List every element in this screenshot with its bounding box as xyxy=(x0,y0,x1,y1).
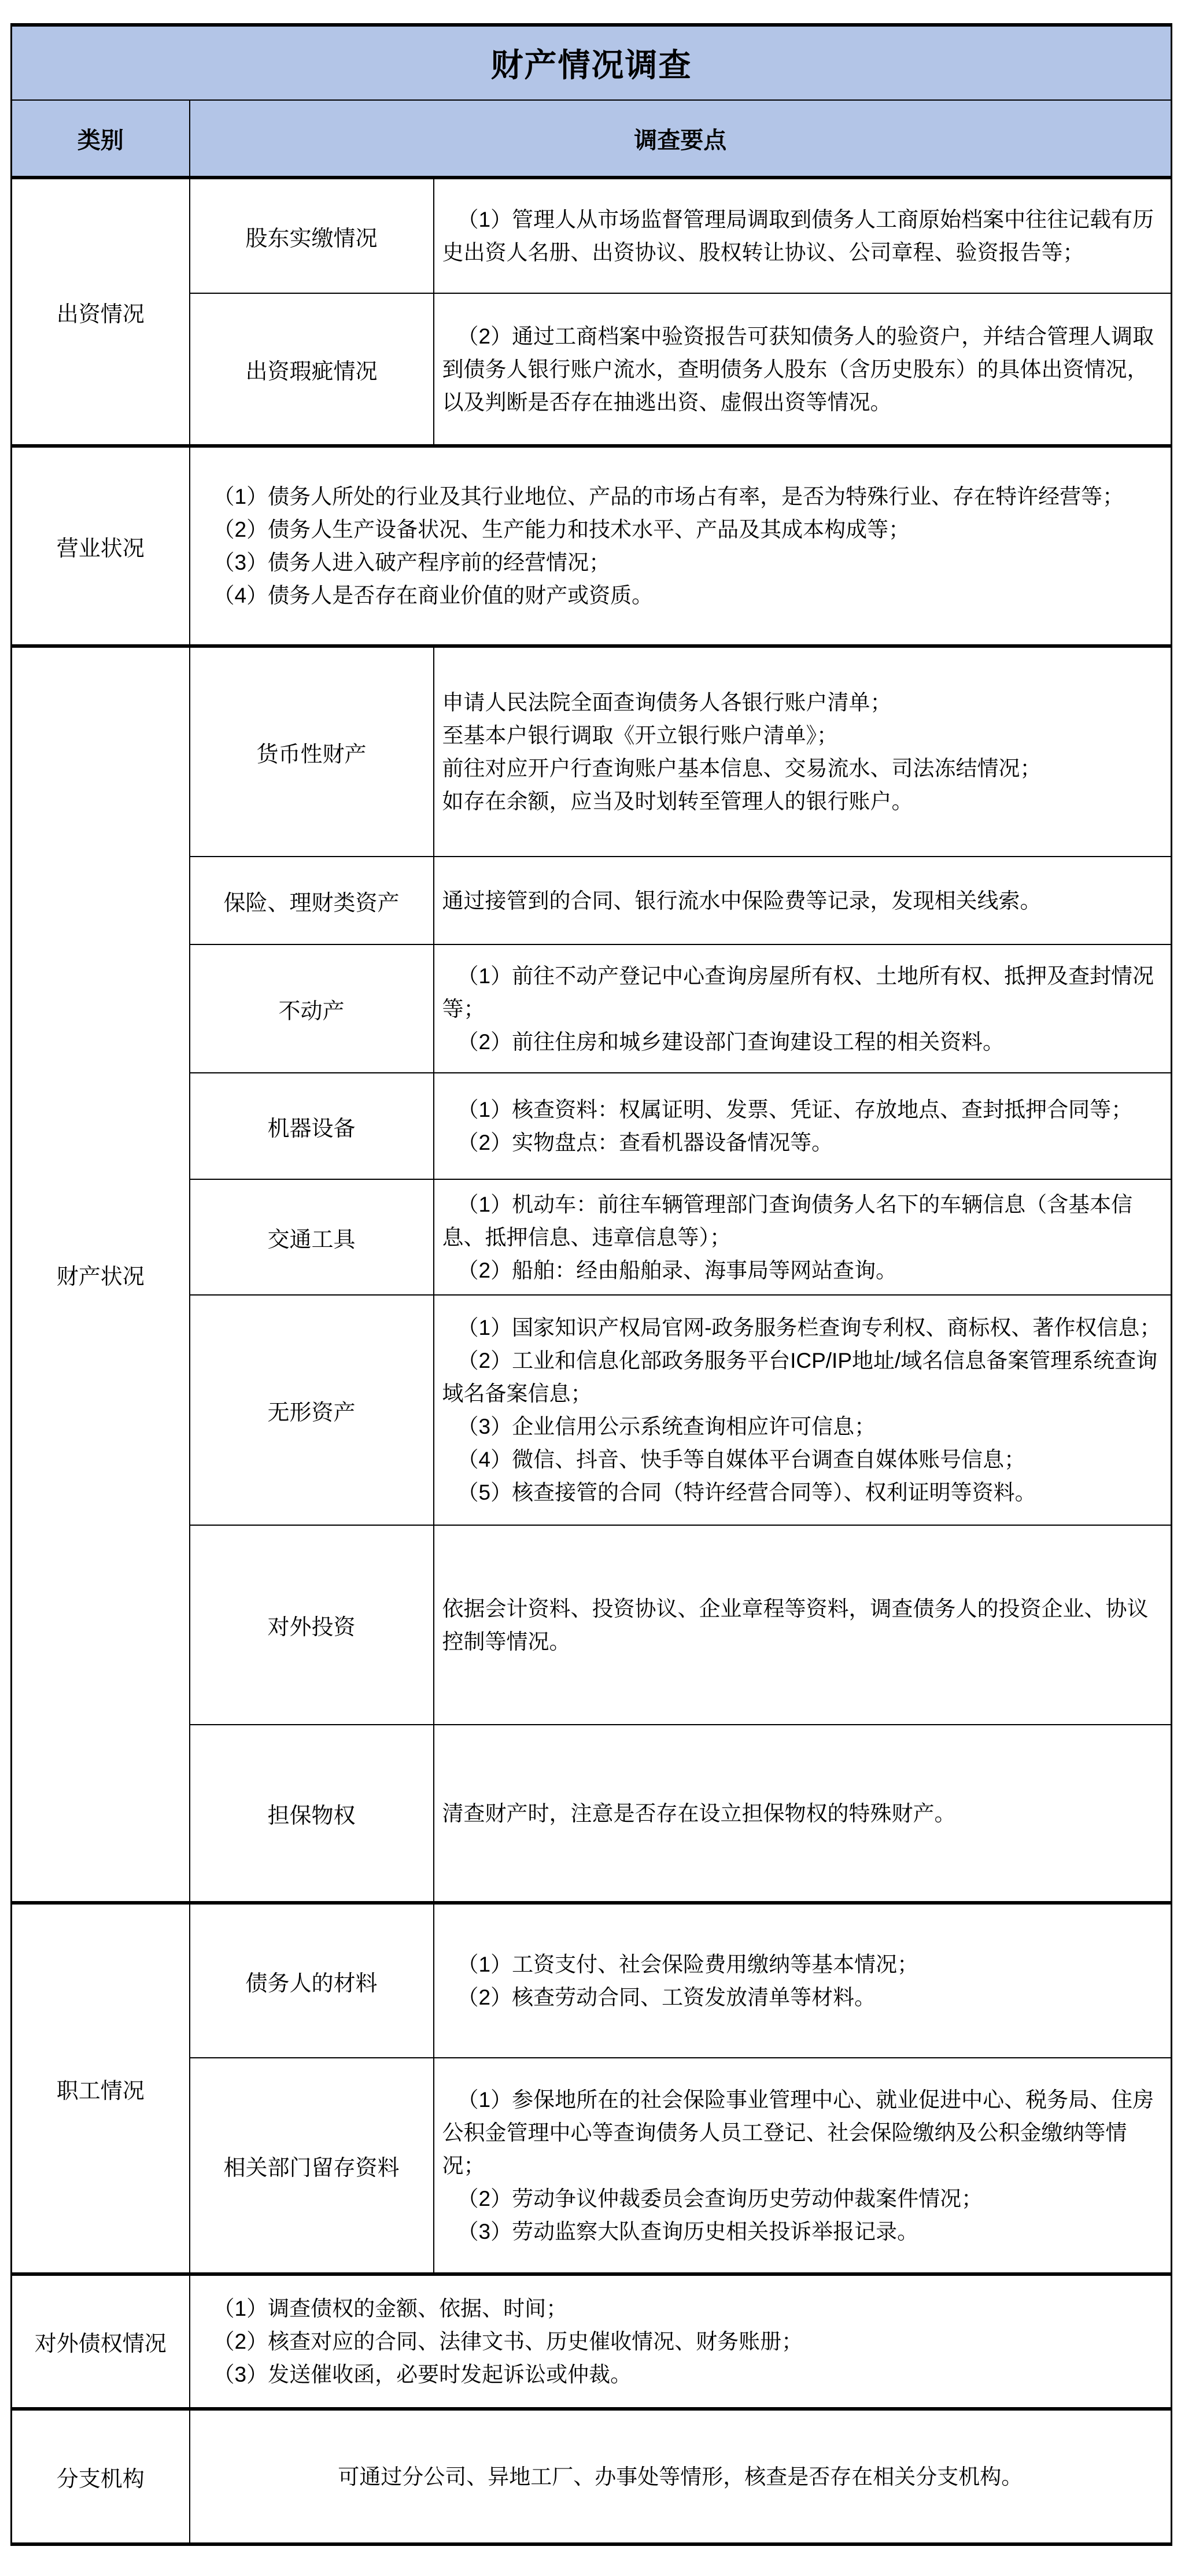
point-line: 至基本户银行调取《开立银行账户清单》； xyxy=(442,724,838,747)
page-title: 财产情况调查 xyxy=(12,25,1172,100)
sub-label-cell: 交通工具 xyxy=(190,1179,434,1295)
point-line: （1）工资支付、社会保险费用缴纳等基本情况； xyxy=(457,1953,919,1976)
category-cell: 财产状况 xyxy=(12,646,190,1903)
points-cell xyxy=(434,178,1172,293)
points-cell xyxy=(190,2274,1172,2409)
point-line: （2）核查对应的合同、法律文书、历史催收情况、财务账册； xyxy=(213,2330,803,2353)
property-investigation-table xyxy=(10,23,1172,2546)
point-line: 前往对应开户行查询账户基本信息、交易流水、司法冻结情况； xyxy=(442,756,1042,780)
sub-label-cell: 货币性财产 xyxy=(190,646,434,857)
points-cell xyxy=(434,293,1172,446)
point-line: （2）通过工商档案中验资报告可获知债务人的验资户，并结合管理人调取到债务人银行账户流水，查明债务人股东（含历史股东）的具体出资情况，以及判断是否存在抽逃出资、虚假出资等情况。 xyxy=(442,324,1154,414)
point-line: 如存在余额，应当及时划转至管理人的银行账户。 xyxy=(442,789,913,813)
category-cell: 出资情况 xyxy=(12,178,190,446)
category-cell: 对外债权情况 xyxy=(12,2274,190,2409)
category-cell: 分支机构 xyxy=(12,2409,190,2544)
point-line: 申请人民法院全面查询债务人各银行账户清单； xyxy=(442,691,892,714)
point-line: （4）微信、抖音、快手等自媒体平台调查自媒体账号信息； xyxy=(457,1448,1026,1471)
point-line: （4）债务人是否存在商业价值的财产或资质。 xyxy=(213,584,654,607)
point-line: （3）劳动监察大队查询历史相关投诉举报记录。 xyxy=(457,2219,919,2243)
sub-label-cell: 保险、理财类资产 xyxy=(190,857,434,944)
sub-label-cell: 不动产 xyxy=(190,944,434,1073)
point-line: （1）参保地所在的社会保险事业管理中心、就业促进中心、税务局、住房公积金管理中心等查询债务人员工登记、社会保险缴纳及公积金缴纳等情况； xyxy=(442,2087,1154,2178)
points-cell xyxy=(434,1295,1172,1525)
sub-label-cell: 债务人的材料 xyxy=(190,1903,434,2058)
point-line: （1）机动车：前往车辆管理部门查询债务人名下的车辆信息（含基本信息、抵押信息、违章信息等）； xyxy=(442,1192,1133,1249)
point-line: （1）核查资料：权属证明、发票、凭证、存放地点、查封抵押合同等； xyxy=(457,1098,1133,1121)
point-line: （1）调查债权的金额、依据、时间； xyxy=(213,2297,568,2320)
sub-label-cell: 股东实缴情况 xyxy=(190,178,434,293)
point-line: （2）劳动争议仲裁委员会查询历史劳动仲裁案件情况； xyxy=(457,2186,983,2210)
column-header-points: 调查要点 xyxy=(190,100,1172,178)
point-line: （1）债务人所处的行业及其行业地位、产品的市场占有率，是否为特殊行业、存在特许经营等； xyxy=(213,485,1124,508)
category-cell: 营业状况 xyxy=(12,446,190,646)
points-cell xyxy=(434,1179,1172,1295)
sub-label-cell: 对外投资 xyxy=(190,1525,434,1725)
point-line: （2）前往住房和城乡建设部门查询建设工程的相关资料。 xyxy=(457,1029,1005,1054)
points-cell xyxy=(190,446,1172,646)
points-cell xyxy=(434,1725,1172,1903)
point-line: （2）债务人生产设备状况、生产能力和技术水平、产品及其成本构成等； xyxy=(213,518,910,541)
points-cell xyxy=(434,1903,1172,2058)
point-line: 依据会计资料、投资协议、企业章程等资料，调查债务人的投资企业、协议控制等情况。 xyxy=(442,1596,1149,1654)
sub-label-cell: 机器设备 xyxy=(190,1073,434,1179)
sub-label-cell: 出资瑕疵情况 xyxy=(190,293,434,446)
point-line: 可通过分公司、异地工厂、办事处等情形，核查是否存在相关分支机构。 xyxy=(338,2464,1023,2489)
category-cell: 职工情况 xyxy=(12,1903,190,2274)
point-line: （3）发送催收函，必要时发起诉讼或仲裁。 xyxy=(213,2363,632,2386)
point-line: （5）核查接管的合同（特许经营合同等）、权利证明等资料。 xyxy=(457,1481,1036,1504)
column-header-category: 类别 xyxy=(12,100,190,178)
point-line: 通过接管到的合同、银行流水中保险费等记录，发现相关线索。 xyxy=(442,888,1042,913)
point-line: （1）国家知识产权局官网-政务服务栏查询专利权、商标权、著作权信息； xyxy=(457,1316,1161,1339)
point-line: （3）企业信用公示系统查询相应许可信息； xyxy=(457,1415,876,1438)
points-cell xyxy=(434,2058,1172,2274)
sub-label-cell: 相关部门留存资料 xyxy=(190,2058,434,2274)
point-line: （3）债务人进入破产程序前的经营情况； xyxy=(213,551,611,574)
sub-label-cell: 无形资产 xyxy=(190,1295,434,1525)
point-line: （2）工业和信息化部政务服务平台ICP/IP地址/域名信息备案管理系统查询域名备案信息； xyxy=(442,1349,1158,1405)
point-line: 清查财产时，注意是否存在设立担保物权的特殊财产。 xyxy=(442,1801,956,1825)
points-cell xyxy=(434,944,1172,1073)
point-line: （1）前往不动产登记中心查询房屋所有权、土地所有权、抵押及查封情况等； xyxy=(442,964,1154,1021)
point-line: （2）实物盘点：查看机器设备情况等。 xyxy=(457,1131,833,1154)
point-line: （2）船舶：经由船舶录、海事局等网站查询。 xyxy=(457,1258,898,1282)
sub-label-cell: 担保物权 xyxy=(190,1725,434,1903)
points-cell xyxy=(190,2409,1172,2544)
points-cell xyxy=(434,646,1172,857)
points-cell xyxy=(434,857,1172,944)
point-line: （1）管理人从市场监督管理局调取到债务人工商原始档案中往往记载有历史出资人名册、出资协议、股权转让协议、公司章程、验资报告等； xyxy=(442,208,1154,264)
point-line: （2）核查劳动合同、工资发放清单等材料。 xyxy=(457,1985,876,2009)
points-cell xyxy=(434,1525,1172,1725)
points-cell xyxy=(434,1073,1172,1179)
